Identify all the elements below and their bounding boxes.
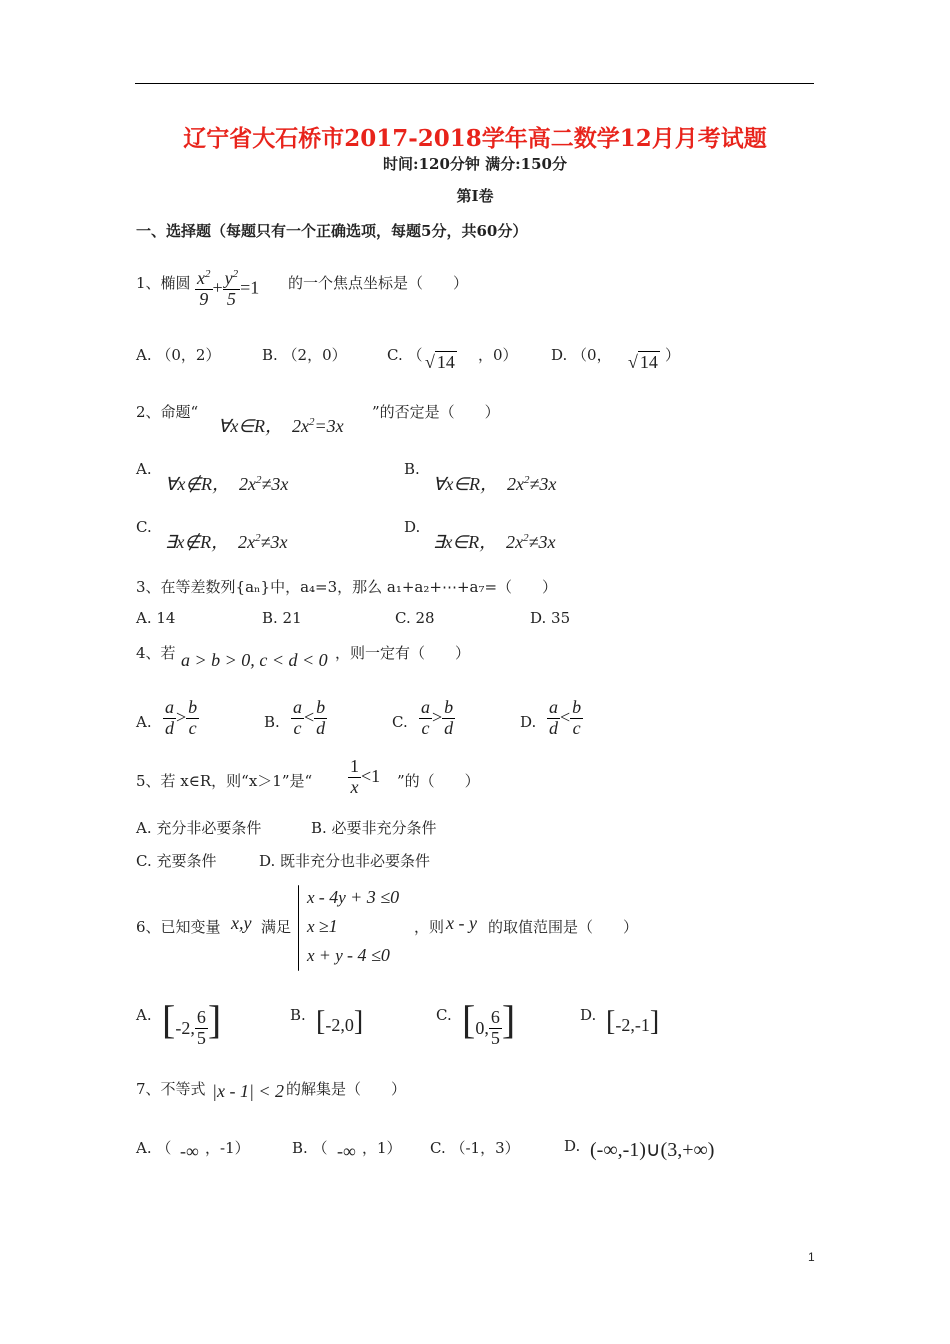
q5-prefix: 5、若 x∈R，则“x＞1”是“	[136, 772, 313, 790]
q6-end: 的取值范围是（ ）	[488, 918, 639, 936]
q2-option-b: ∀x∈R， $2x^2\ne 3x$	[433, 474, 557, 494]
q3-option-d: D. 35	[530, 609, 571, 627]
q1-option-d-pre: D. （0，	[551, 346, 612, 364]
q6-option-a-label: A.	[136, 1006, 152, 1024]
q2-prefix: 2、命题“	[136, 403, 199, 421]
q5-suffix: ”的（ ）	[397, 772, 480, 790]
q1-suffix: 的一个焦点坐标是（ ）	[288, 274, 469, 292]
q5-option-b: B. 必要非充分条件	[311, 819, 437, 837]
q7-option-a-pre: A. （	[136, 1139, 172, 1157]
q1-sqrt14-c: √ 14	[425, 352, 455, 372]
q5-option-a: A. 充分非必要条件	[136, 819, 262, 837]
q7-option-b-post: ，1）	[362, 1139, 402, 1157]
q2-option-c: ∃x∉R， $2x^2\ne 3x$	[165, 532, 288, 552]
q3-text: 3、在等差数列{aₙ}中，a₄=3，那么 a₁+a₂+⋯+a₇=（ ）	[136, 578, 558, 596]
q2-option-b-label: B.	[404, 460, 420, 478]
q1-option-c-post: ，0）	[478, 346, 518, 364]
q7-option-d-label: D.	[564, 1137, 581, 1155]
q6-option-d: [-2,-1]	[606, 1006, 660, 1037]
exam-title: 辽宁省大石桥市2017-2018学年高二数学12月月考试题	[183, 125, 767, 152]
q6-constraint-2: x ≥1	[307, 916, 338, 936]
q4-option-d: $\frac{a}{d}$ < $\frac{b}{c}$	[549, 697, 582, 738]
q6-prefix: 6、已知变量	[136, 918, 221, 936]
q6-constraint-1: x - 4y + 3 ≤0	[307, 887, 400, 907]
q7-prefix: 7、不等式	[136, 1080, 206, 1098]
q7-option-a-post: ，-1）	[205, 1139, 250, 1157]
q2-option-d-label: D.	[404, 518, 421, 536]
page-number: 1	[808, 1250, 815, 1264]
q7-option-a-infinity: -∞	[180, 1141, 199, 1161]
q7-suffix: 的解集是（ ）	[286, 1080, 407, 1098]
q2-suffix: ”的否定是（ ）	[372, 403, 500, 421]
q5-inequality: $\frac{1}{x}$ <1	[350, 756, 381, 797]
q7-inequality: |x - 1| < 2	[212, 1081, 285, 1101]
q6-option-b: [-2,0]	[316, 1006, 364, 1037]
q2-option-c-label: C.	[136, 518, 152, 536]
q1-sqrt14-d: √ 14	[628, 352, 658, 372]
q7-option-b-pre: B. （	[292, 1139, 328, 1157]
q6-constraint-3: x + y - 4 ≤0	[307, 945, 390, 965]
q2-statement: ∀x∈R， $2x^2=3x$	[218, 416, 344, 436]
volume-label: 第Ⅰ卷	[456, 187, 494, 205]
q1-equation: $\frac{x^2}{9}$ + $\frac{y^2}{5}$ =1	[197, 268, 260, 309]
q1-option-d-post: ）	[665, 346, 681, 364]
q4-option-b: $\frac{a}{c}$ < $\frac{b}{d}$	[293, 697, 326, 738]
q3-option-a: A. 14	[136, 609, 176, 627]
q1-option-a: A. （0，2）	[136, 346, 221, 364]
q6-mid: 满足	[261, 918, 292, 936]
q4-option-c: $\frac{a}{c}$ > $\frac{b}{d}$	[421, 697, 454, 738]
q2-option-a-label: A.	[136, 460, 152, 478]
q1-prefix: 1、椭圆	[136, 274, 191, 292]
q7-option-c: C. （-1，3）	[430, 1139, 520, 1157]
q6-expression: x - y	[446, 913, 477, 933]
q1-option-c-pre: C. （	[387, 346, 423, 364]
q7-option-d: (-∞,-1)∪(3,+∞)	[590, 1139, 715, 1161]
q4-option-b-label: B.	[264, 713, 280, 731]
q3-option-b: B. 21	[262, 609, 302, 627]
q4-prefix: 4、若	[136, 644, 176, 662]
q6-constraint-brace	[298, 885, 299, 971]
q6-after: ，则	[414, 918, 445, 936]
q4-option-c-label: C.	[392, 713, 408, 731]
q4-option-a: $\frac{a}{d}$ > $\frac{b}{c}$	[165, 697, 198, 738]
q6-option-c: [0, $\frac{6}{5}$ ]	[462, 997, 516, 1048]
q5-option-c: C. 充要条件	[136, 852, 217, 870]
q6-option-b-label: B.	[290, 1006, 306, 1024]
q7-option-b-infinity: -∞	[337, 1141, 356, 1161]
q6-option-d-label: D.	[580, 1006, 597, 1024]
section-heading: 一、选择题（每题只有一个正确选项，每题5分，共60分）	[136, 222, 528, 240]
q4-suffix: ，则一定有（ ）	[335, 644, 471, 662]
q6-option-c-label: C.	[436, 1006, 452, 1024]
q6-option-a: [-2, $\frac{6}{5}$ ]	[162, 997, 222, 1048]
q6-variables: x,y	[231, 913, 252, 933]
exam-subtitle: 时间:120分钟 满分:150分	[383, 155, 567, 173]
q4-option-d-label: D.	[520, 713, 537, 731]
header-rule	[135, 83, 814, 84]
q4-condition: a > b > 0, c < d < 0	[181, 650, 328, 670]
q4-option-a-label: A.	[136, 713, 152, 731]
q5-option-d: D. 既非充分也非必要条件	[259, 852, 431, 870]
q3-option-c: C. 28	[395, 609, 435, 627]
q2-option-d: ∃x∈R， $2x^2\ne 3x$	[433, 532, 556, 552]
q1-option-b: B. （2，0）	[262, 346, 347, 364]
q2-option-a: ∀x∉R， $2x^2\ne 3x$	[165, 474, 289, 494]
